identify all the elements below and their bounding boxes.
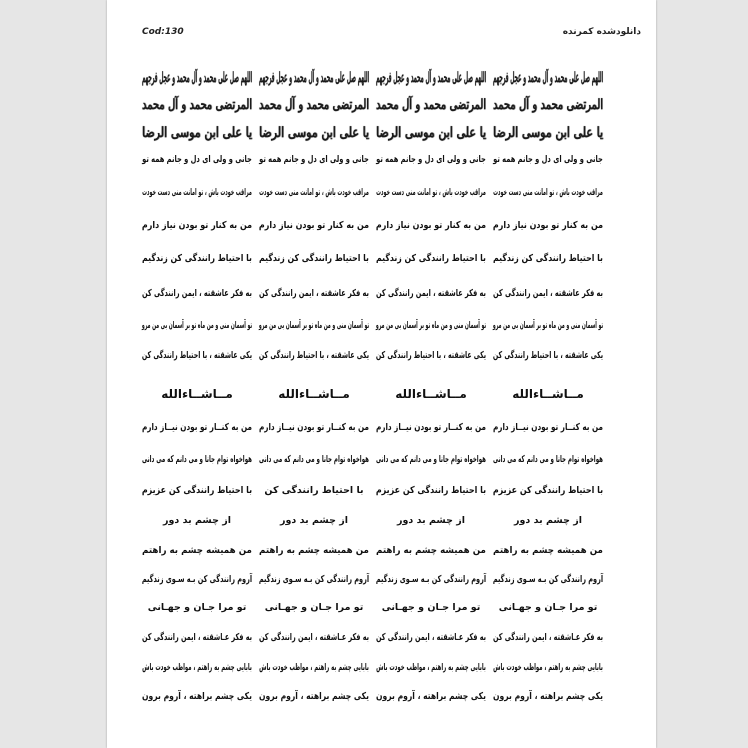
text-line-content: من همیشه چشم به راهتم <box>493 545 603 556</box>
calligraphy-banner <box>139 95 255 119</box>
text-line-content: هواخواه توام جانا و می دانم که می دانی <box>493 454 603 465</box>
calligraphy-text: یا علی ابن موسی الرضا <box>493 125 603 141</box>
text-line <box>490 452 606 468</box>
column-2 <box>373 0 489 748</box>
calligraphy-banner <box>490 123 606 147</box>
text-line <box>139 452 255 468</box>
text-line-content: من به کنار تو بودن نیاز دارم <box>492 220 604 231</box>
text-line-content: آروم رانندگی کن بـه سـوی زندگیم <box>258 574 370 585</box>
calligraphy-banner <box>490 95 606 119</box>
text-line-content: به فکر عاشقته ، ایمن رانندگی کن <box>493 288 603 299</box>
text-line <box>256 543 372 559</box>
text-line <box>373 348 489 364</box>
text-line-content: تو آسمان منی و من ماه تو بر آسمان بی من مرو <box>375 320 487 331</box>
text-line <box>256 483 372 499</box>
calligraphy-text: یا علی ابن موسی الرضا <box>259 125 369 141</box>
text-line <box>256 218 372 234</box>
text-line-content: جانی و ولی ای دل و جانم همه تو <box>259 154 369 165</box>
text-line <box>373 286 489 302</box>
text-line <box>139 420 255 436</box>
text-line <box>139 318 255 334</box>
calligraphy-banner <box>139 68 255 92</box>
text-line <box>373 630 489 646</box>
text-line <box>490 513 606 529</box>
text-line-content: یکی چشم براهته ، آروم برون <box>376 691 486 702</box>
text-line <box>373 218 489 234</box>
text-line-content: به فکر عاشقته ، ایمن رانندگی کن <box>376 288 486 299</box>
text-line <box>373 543 489 559</box>
text-line <box>139 348 255 364</box>
text-line <box>256 318 372 334</box>
text-line <box>139 572 255 588</box>
text-line <box>256 420 372 436</box>
text-line-content: مراقب خودت باش ، تو امانت منی دست خودت <box>259 187 369 198</box>
text-line <box>373 452 489 468</box>
text-line-content: من به کنار تو بودن نیاز دارم <box>375 220 487 231</box>
text-line <box>256 660 372 676</box>
calligraphy-text: المرتضی محمد و آل محمد <box>376 97 486 113</box>
text-line <box>490 600 606 616</box>
calligraphy-banner <box>256 95 372 119</box>
text-line-content: من به کنــار تو بودن نیــاز دارم <box>141 422 253 433</box>
text-line <box>490 689 606 705</box>
text-line-content: جانی و ولی ای دل و جانم همه تو <box>493 154 603 165</box>
text-line-content: مــاشــاءالله <box>512 387 584 401</box>
text-line <box>490 420 606 436</box>
text-line-content: از چشم بد دور <box>280 515 348 526</box>
text-line <box>139 660 255 676</box>
text-line-content: یکی چشم براهته ، آروم برون <box>142 691 252 702</box>
calligraphy-text: اللهم صل علی محمد و آل محمد و عجل فرجهم <box>492 70 604 86</box>
text-line <box>490 218 606 234</box>
text-line <box>139 286 255 302</box>
text-line <box>490 483 606 499</box>
calligraphy-banner <box>139 123 255 147</box>
text-line-content: به فکر عاشقته ، ایمن رانندگی کن <box>142 288 252 299</box>
calligraphy-banner <box>256 68 372 92</box>
text-line-content: من به کنــار تو بودن نیــاز دارم <box>492 422 604 433</box>
text-line <box>256 689 372 705</box>
text-line-content: آروم رانندگی کن بـه سـوی زندگیم <box>375 574 487 585</box>
text-line-content: یکی عاشقته ، با احتیاط رانندگی کن <box>492 350 604 361</box>
text-line-content: با احتیاط رانندگی کن عزیزم <box>375 485 487 496</box>
text-line <box>490 630 606 646</box>
document-brand: دانلودشده کمرنده <box>562 27 641 37</box>
text-line <box>490 660 606 676</box>
text-line-content: تو آسمان منی و من ماه تو بر آسمان بی من مرو <box>141 320 253 331</box>
calligraphy-banner <box>373 68 489 92</box>
text-line-content: یکی چشم براهته ، آروم برون <box>493 691 603 702</box>
text-line <box>256 152 372 168</box>
text-line-content: من به کنار تو بودن نیاز دارم <box>258 220 370 231</box>
text-line-content: به فکر عاشقته ، ایمن رانندگی کن <box>259 288 369 299</box>
text-line <box>373 251 489 267</box>
text-line-content: مراقب خودت باش ، تو امانت منی دست خودت <box>493 187 603 198</box>
text-line-content: بابایی چشم به راهتم ، مواظب خودت باش <box>376 662 486 673</box>
text-line-content: جانی و ولی ای دل و جانم همه تو <box>376 154 486 165</box>
text-line <box>256 513 372 529</box>
calligraphy-text: یا علی ابن موسی الرضا <box>376 125 486 141</box>
text-line-content: با احتیاط رانندگی کن زندگیم <box>493 253 603 264</box>
text-line <box>139 483 255 499</box>
section-title <box>256 386 372 402</box>
text-line-content: من همیشه چشم به راهتم <box>142 545 252 556</box>
text-line-content: به فکر عـاشقته ، ایمن رانندگی کن <box>375 632 487 643</box>
text-line-content: تو مرا جـان و جهـانی <box>498 602 598 613</box>
text-line-content: از چشم بد دور <box>397 515 465 526</box>
text-line <box>139 185 255 201</box>
text-line-content: مــاشــاءالله <box>395 387 467 401</box>
text-line <box>373 689 489 705</box>
text-line <box>373 185 489 201</box>
section-title <box>490 386 606 402</box>
text-line <box>490 152 606 168</box>
column-1 <box>490 0 606 748</box>
text-line <box>256 600 372 616</box>
text-line-content: از چشم بد دور <box>514 515 582 526</box>
calligraphy-text: اللهم صل علی محمد و آل محمد و عجل فرجهم <box>258 70 370 86</box>
text-line-content: مــاشــاءالله <box>161 387 233 401</box>
column-3 <box>256 0 372 748</box>
text-line-content: من به کنــار تو بودن نیــاز دارم <box>258 422 370 433</box>
text-line-content: یکی چشم براهته ، آروم برون <box>259 691 369 702</box>
text-line <box>373 318 489 334</box>
text-line-content: من همیشه چشم به راهتم <box>259 545 369 556</box>
text-line-content: آروم رانندگی کن بـه سـوی زندگیم <box>141 574 253 585</box>
calligraphy-text: المرتضی محمد و آل محمد <box>493 97 603 113</box>
text-line-content: تو مرا جـان و جهـانی <box>381 602 481 613</box>
text-line <box>139 251 255 267</box>
document-code: Cod:130 <box>142 27 184 37</box>
text-line <box>139 689 255 705</box>
text-line-content: تو مرا جـان و جهـانی <box>264 602 364 613</box>
calligraphy-banner <box>490 68 606 92</box>
text-line-content: بابایی چشم به راهتم ، مواظب خودت باش <box>493 662 603 673</box>
calligraphy-banner <box>373 95 489 119</box>
text-line <box>373 483 489 499</box>
text-line <box>256 286 372 302</box>
text-line <box>490 185 606 201</box>
calligraphy-text: اللهم صل علی محمد و آل محمد و عجل فرجهم <box>141 70 253 86</box>
text-line <box>256 630 372 646</box>
text-line-content: مراقب خودت باش ، تو امانت منی دست خودت <box>142 187 252 198</box>
text-line-content: با احتیاط رانندگی کن عزیزم <box>141 485 253 496</box>
text-line <box>256 348 372 364</box>
document-page <box>107 0 656 748</box>
text-line-content: هواخواه توام جانا و می دانم که می دانی <box>259 454 369 465</box>
text-line <box>373 420 489 436</box>
text-line-content: با احتیاط رانندگی کن زندگیم <box>376 253 486 264</box>
text-line-content: تو آسمان منی و من ماه تو بر آسمان بی من مرو <box>492 320 604 331</box>
calligraphy-banner <box>373 123 489 147</box>
text-line-content: به فکر عـاشقته ، ایمن رانندگی کن <box>141 632 253 643</box>
text-line-content: من همیشه چشم به راهتم <box>376 545 486 556</box>
text-line <box>490 286 606 302</box>
text-line-content: از چشم بد دور <box>163 515 231 526</box>
text-line-content: با احتیاط رانندگی کن زندگیم <box>142 253 252 264</box>
calligraphy-banner <box>256 123 372 147</box>
text-line-content: مــاشــاءالله <box>278 387 350 401</box>
text-line <box>373 660 489 676</box>
text-line-content: آروم رانندگی کن بـه سـوی زندگیم <box>492 574 604 585</box>
text-line <box>256 572 372 588</box>
text-line-content: یکی عاشقته ، با احتیاط رانندگی کن <box>258 350 370 361</box>
text-line <box>139 152 255 168</box>
text-line <box>490 318 606 334</box>
text-line-content: بابایی چشم به راهتم ، مواظب خودت باش <box>142 662 252 673</box>
text-line <box>490 251 606 267</box>
calligraphy-text: یا علی ابن موسی الرضا <box>142 125 252 141</box>
text-line <box>139 630 255 646</box>
text-line-content: جانی و ولی ای دل و جانم همه تو <box>142 154 252 165</box>
text-line <box>139 543 255 559</box>
text-line-content: تو مرا جـان و جهـانی <box>147 602 247 613</box>
text-line-content: من به کنار تو بودن نیاز دارم <box>141 220 253 231</box>
text-line <box>139 218 255 234</box>
text-line-content: به فکر عـاشقته ، ایمن رانندگی کن <box>492 632 604 643</box>
text-line-content: من به کنــار تو بودن نیــاز دارم <box>375 422 487 433</box>
text-line <box>139 513 255 529</box>
text-line <box>490 572 606 588</box>
text-line <box>373 600 489 616</box>
section-title <box>373 386 489 402</box>
text-line-content: هواخواه توام جانا و می دانم که می دانی <box>142 454 252 465</box>
text-line-content: به فکر عـاشقته ، ایمن رانندگی کن <box>258 632 370 643</box>
text-line <box>373 152 489 168</box>
text-line <box>256 251 372 267</box>
text-line-content: یکی عاشقته ، با احتیاط رانندگی کن <box>141 350 253 361</box>
text-line-content: هواخواه توام جانا و می دانم که می دانی <box>376 454 486 465</box>
text-line-content: با احتیاط رانندگی کن زندگیم <box>259 253 369 264</box>
text-line <box>373 572 489 588</box>
calligraphy-text: المرتضی محمد و آل محمد <box>259 97 369 113</box>
text-line <box>256 185 372 201</box>
text-line-content: بابایی چشم به راهتم ، مواظب خودت باش <box>259 662 369 673</box>
text-line <box>373 513 489 529</box>
calligraphy-text: المرتضی محمد و آل محمد <box>142 97 252 113</box>
text-line <box>490 348 606 364</box>
text-line <box>256 452 372 468</box>
text-line-content: یکی عاشقته ، با احتیاط رانندگی کن <box>375 350 487 361</box>
text-line-content: تو آسمان منی و من ماه تو بر آسمان بی من مرو <box>258 320 370 331</box>
text-line <box>139 600 255 616</box>
text-line-content: با احتیاط رانندگی کن <box>264 485 364 496</box>
calligraphy-text: اللهم صل علی محمد و آل محمد و عجل فرجهم <box>375 70 487 86</box>
text-line-content: با احتیاط رانندگی کن عزیزم <box>492 485 604 496</box>
text-line <box>490 543 606 559</box>
section-title <box>139 386 255 402</box>
text-line-content: مراقب خودت باش ، تو امانت منی دست خودت <box>376 187 486 198</box>
column-4 <box>139 0 255 748</box>
